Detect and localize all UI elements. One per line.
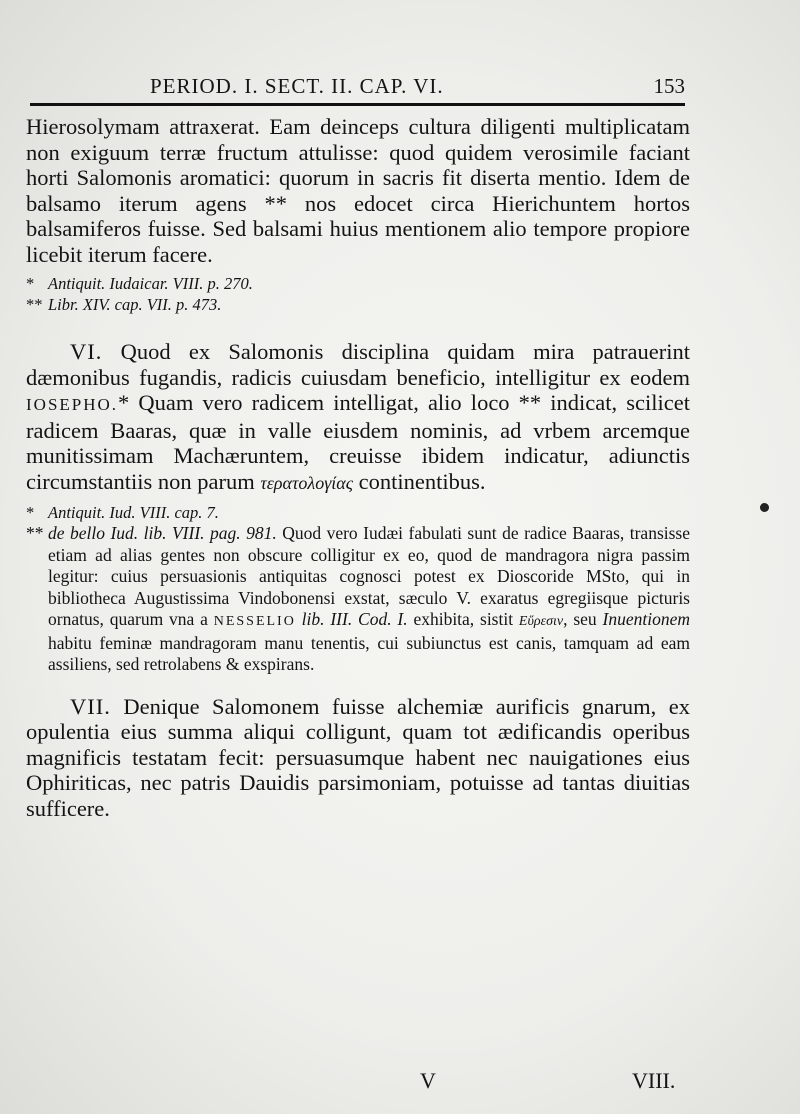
footnote-text: Antiquit. Iudaicar. VIII. p. 270. bbox=[48, 274, 253, 293]
footnote-reference: lib. III. Cod. I. bbox=[301, 609, 408, 629]
greek-term: τερατολογίας bbox=[260, 472, 354, 493]
spacer bbox=[26, 676, 690, 694]
footnote bbox=[26, 502, 690, 523]
paragraph-text: continentibus. bbox=[358, 468, 486, 494]
footnote-mark: * bbox=[26, 274, 35, 293]
footnote-text: habitu feminæ mandragoram manu tenentis, cui subiunctus est canis, tamquam ad eam assiliens, sed retrolabens & exspirans. bbox=[48, 632, 690, 674]
author-name: NESSELIO bbox=[213, 614, 296, 629]
paragraph-vii bbox=[26, 694, 690, 822]
page-header bbox=[150, 74, 685, 102]
footnote-mark: * bbox=[26, 503, 35, 522]
paragraph-continuation: Hierosolymam attraxerat. Eam deinceps cultura diligenti multiplicatam non exiguum terræ fructum attulisse: quod quidem verosimile faciant horti Salomonis aromatici: quorum in sacris fit diserta mentio. Idem de balsamo iterum agens ** nos edocet circa Hierichuntem hortos balsamiferos fuisse. Sed balsami huius mentionem alio tempore propiore licebit iterum facere. bbox=[26, 114, 690, 267]
spacer bbox=[26, 315, 690, 339]
signature-mark: V bbox=[420, 1068, 436, 1093]
section-label: VI. bbox=[70, 339, 103, 364]
footnote-text: , seu bbox=[563, 609, 597, 629]
section-label: VII. bbox=[70, 693, 111, 719]
footnote-mark: ** bbox=[26, 523, 44, 543]
paragraph-text: * Quam vero radicem intelligat, alio loco ** indicat, scilicet radicem Baaras, quæ in valle eiusdem nominis, ad vrbem arcemque munitissimam Machæruntem, creuisse ibidem indicatur, adiunctis circumstantiis non parum bbox=[26, 390, 690, 494]
ink-spot bbox=[760, 503, 769, 512]
catchword: VIII. bbox=[632, 1068, 676, 1093]
greek-term: Εὕρεσιν bbox=[518, 614, 564, 629]
author-name: IOSEPHO. bbox=[26, 395, 119, 414]
footnote-long bbox=[26, 523, 690, 676]
latin-term: Inuentionem bbox=[602, 609, 690, 629]
header-rule bbox=[30, 103, 685, 106]
footnote-text: Libr. XIV. cap. VII. p. 473. bbox=[48, 295, 222, 314]
paragraph-vi bbox=[26, 339, 690, 496]
footnote-text: exhibita, sistit bbox=[413, 609, 514, 629]
paragraph-text: Quod ex Salomonis disciplina quidam mira patrauerint dæmonibus fugandis, radicis cuiusdam beneficio, intelligitur ex eodem bbox=[26, 339, 690, 390]
footnote-mark: ** bbox=[26, 295, 43, 314]
paragraph-text: Denique Salomonem fuisse alchemiæ aurificis gnarum, ex opulentia eius summa aliqui colligunt, quam tot ædificandis operibus magnificis testatam fecit: persuasumque habent nec nauigationes eius Ophiriticas, nec patris Dauidis parsimoniam, potuisse ad tantas diuitias sufficere. bbox=[26, 693, 690, 821]
footnote bbox=[26, 294, 690, 315]
footnote bbox=[26, 273, 690, 294]
footnote-reference: de bello Iud. lib. VIII. pag. 981. bbox=[48, 523, 277, 543]
page-footer bbox=[0, 1068, 800, 1098]
text-block bbox=[26, 114, 690, 821]
footnote-text: Quod vero Iudæi fabulati sunt de radice Baaras, transisse etiam ad alias gentes non obscure colligitur ex eo, quod de mandragora nigra passim legitur: cuius persuasionis antiquitas cognosci potest ex Dioscoride MSto, qui in bibliotheca Augustissima Vindobonensi exstat, sæculo V. exaratus egregiisque picturis ornatus, quarum vna a bbox=[48, 523, 691, 629]
page-number: 153 bbox=[653, 74, 685, 98]
footnote-text: Antiquit. Iud. VIII. cap. 7. bbox=[48, 503, 219, 522]
running-head: PERIOD. I. SECT. II. CAP. VI. bbox=[150, 74, 444, 98]
